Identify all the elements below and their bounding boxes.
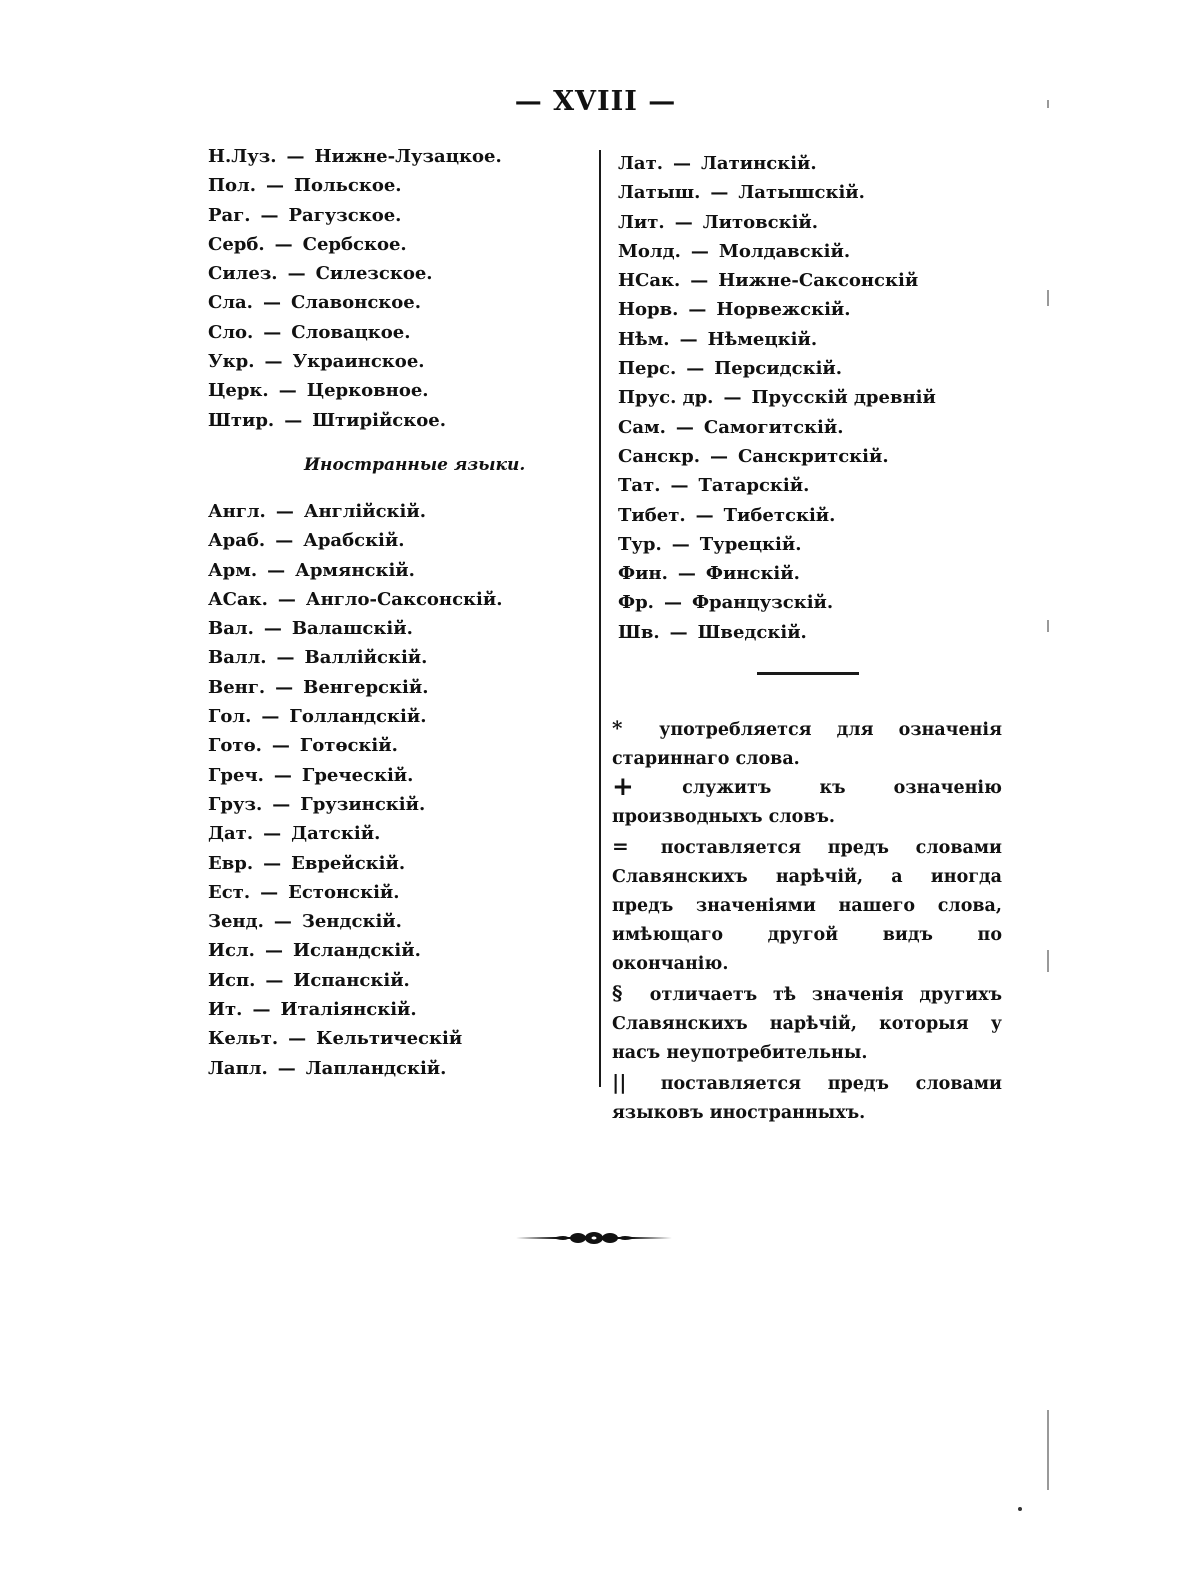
- language-name: Лапландскій.: [305, 1057, 447, 1079]
- dash: —: [686, 358, 705, 380]
- language-name: Славонское.: [290, 292, 422, 314]
- scan-speck: [1047, 1410, 1049, 1490]
- language-name: Литовскій.: [702, 211, 819, 233]
- dash: —: [262, 292, 281, 314]
- abbreviation: Арм.: [208, 559, 258, 581]
- list-item: [618, 530, 1018, 559]
- language-name: Французскій.: [691, 592, 834, 614]
- dash: —: [690, 240, 709, 262]
- abbreviation: Дат.: [208, 823, 254, 845]
- dash: —: [679, 328, 698, 350]
- section-sign-icon: §: [612, 981, 623, 1005]
- list-item: [208, 406, 568, 435]
- scan-speck: [1047, 100, 1049, 108]
- abbreviation: АСак.: [208, 588, 268, 610]
- abbreviation: Фр.: [618, 592, 654, 614]
- language-name: Еврейскій.: [291, 852, 406, 874]
- slavic-dialects-list: [208, 142, 568, 435]
- language-name: Штирійское.: [312, 409, 446, 431]
- list-item: [208, 878, 503, 907]
- list-item: [208, 907, 503, 936]
- scan-speck: [1047, 950, 1049, 972]
- double-bar-icon: ||: [612, 1070, 627, 1094]
- language-name: Самогитскій.: [703, 416, 844, 438]
- note-equals: [612, 832, 1002, 979]
- list-item: [618, 618, 1018, 647]
- language-name: Шведскій.: [697, 621, 807, 643]
- dash: —: [688, 299, 707, 321]
- abbreviation: Араб.: [208, 530, 266, 552]
- abbreviation: Зенд.: [208, 911, 264, 933]
- dash: —: [271, 735, 290, 757]
- abbreviation: НСак.: [618, 270, 681, 292]
- abbreviation: Серб.: [208, 233, 265, 255]
- dash: —: [670, 475, 689, 497]
- abbreviation: Ит.: [208, 999, 243, 1021]
- symbol-notes: [612, 714, 1002, 1128]
- dash: —: [264, 940, 283, 962]
- note-text: отличаетъ тѣ значенія другихъ Славянскихъ нарѣчій, которыя у насъ неупотребительны.: [612, 985, 1003, 1063]
- language-name: Молдавскій.: [718, 240, 851, 262]
- note-text: поставляется предъ словами языковъ иностранныхъ.: [612, 1074, 1003, 1123]
- dash: —: [274, 233, 293, 255]
- dash: —: [288, 1028, 307, 1050]
- dash: —: [671, 533, 690, 555]
- abbreviation: Перс.: [618, 358, 677, 380]
- note-plus: [612, 774, 1002, 832]
- page-number: — XVIII —: [514, 86, 677, 117]
- dash: —: [275, 501, 294, 522]
- abbreviation: Штир.: [208, 409, 275, 431]
- abbreviation: Силез.: [208, 263, 278, 285]
- dash: —: [675, 416, 694, 438]
- abbreviation: Англ.: [208, 501, 266, 522]
- note-text: употребляется для означенія стариннаго слова.: [612, 720, 1002, 769]
- dash: —: [261, 706, 280, 728]
- dash: —: [669, 621, 688, 643]
- abbreviation: Нѣм.: [618, 328, 670, 350]
- language-name: Персидскій.: [714, 358, 843, 380]
- dash: —: [273, 764, 292, 786]
- section-heading: Иностранные языки.: [304, 455, 526, 475]
- language-name: Валлійскій.: [304, 647, 428, 669]
- list-item: [208, 230, 568, 259]
- language-name: Грузинскій.: [300, 793, 426, 815]
- language-name: Польское.: [293, 175, 402, 197]
- list-item: [208, 702, 503, 731]
- scan-speck: [1047, 290, 1049, 306]
- language-name: Турецкій.: [699, 533, 802, 555]
- dash: —: [674, 211, 693, 233]
- list-item: [208, 643, 503, 672]
- abbreviation: Валл.: [208, 647, 267, 669]
- dash: —: [275, 676, 294, 698]
- note-asterisk: [612, 714, 1002, 774]
- list-item: [208, 259, 568, 288]
- list-item: [208, 288, 568, 317]
- abbreviation: Сам.: [618, 416, 666, 438]
- abbreviation: Раг.: [208, 204, 251, 226]
- list-item: [208, 171, 568, 200]
- dash: —: [695, 504, 714, 526]
- end-ornament-icon: [516, 1227, 672, 1249]
- dash: —: [723, 387, 742, 409]
- abbreviation: Лапл.: [208, 1057, 268, 1079]
- list-item: [618, 149, 1018, 178]
- list-item: [208, 318, 568, 347]
- list-item: [618, 237, 1018, 266]
- dash: —: [263, 852, 282, 874]
- list-item: [208, 936, 503, 965]
- abbreviation: Сло.: [208, 321, 254, 343]
- dash: —: [286, 146, 305, 167]
- list-item: [208, 819, 503, 848]
- scan-speck: [1047, 620, 1049, 632]
- list-item: [618, 178, 1018, 207]
- language-name: Испанскій.: [293, 969, 410, 991]
- section-divider: [757, 672, 859, 675]
- dash: —: [263, 618, 282, 640]
- list-item: [208, 995, 503, 1024]
- dash: —: [709, 445, 728, 467]
- language-name: Норвежскій.: [716, 299, 851, 321]
- language-name: Церковное.: [306, 380, 429, 402]
- abbreviation: Тат.: [618, 475, 661, 497]
- abbreviation: Лит.: [618, 211, 665, 233]
- note-text: поставляется предъ словами Славянскихъ нарѣчій, а иногда предъ значеніями нашего слова, имѣющаго другой видъ по окончанію.: [612, 838, 1003, 974]
- list-item: [618, 208, 1018, 237]
- dash: —: [276, 647, 295, 669]
- language-name: Латинскій.: [701, 153, 817, 174]
- list-item: [208, 347, 568, 376]
- language-name: Зендскій.: [301, 911, 402, 933]
- dash: —: [673, 153, 691, 174]
- language-name: Валашскій.: [291, 618, 413, 640]
- list-item: [208, 142, 568, 171]
- abbreviation: Фин.: [618, 563, 668, 585]
- language-name: Кельтическій: [316, 1028, 463, 1050]
- dash: —: [263, 321, 282, 343]
- dash: —: [265, 969, 284, 991]
- list-item: [618, 266, 1018, 295]
- list-item: [208, 614, 503, 643]
- dash: —: [273, 911, 292, 933]
- language-name: Словацкое.: [291, 321, 411, 343]
- language-name: Прусскій древній: [751, 387, 936, 409]
- abbreviation: Латыш.: [618, 182, 701, 204]
- language-name: Латышскій.: [738, 182, 865, 204]
- plus-icon: +: [612, 772, 634, 802]
- asterisk-icon: *: [612, 716, 623, 740]
- abbreviation: Санскр.: [618, 445, 700, 467]
- list-item: [208, 761, 503, 790]
- language-name: Тибетскій.: [723, 504, 836, 526]
- abbreviation: Греч.: [208, 764, 264, 786]
- note-section: [612, 979, 1002, 1068]
- list-item: [208, 731, 503, 760]
- dash: —: [272, 793, 291, 815]
- language-name: Нѣмецкій.: [707, 328, 818, 350]
- abbreviation: Шв.: [618, 621, 660, 643]
- list-item: [618, 471, 1018, 500]
- abbreviation: Сла.: [208, 292, 253, 314]
- dash: —: [260, 204, 279, 226]
- dash: —: [263, 823, 282, 845]
- dash: —: [265, 175, 284, 197]
- language-name: Рагузское.: [288, 204, 402, 226]
- abbreviation: Прус. др.: [618, 387, 714, 409]
- note-double-bar: [612, 1068, 1002, 1128]
- list-item: [618, 383, 1018, 412]
- language-name: Армянскій.: [295, 559, 415, 581]
- abbreviation: Молд.: [618, 240, 681, 262]
- language-name: Украинское.: [292, 351, 425, 373]
- dash: —: [690, 270, 709, 292]
- abbreviation: Готө.: [208, 735, 262, 757]
- list-item: [208, 376, 568, 405]
- abbreviation: Венг.: [208, 676, 266, 698]
- list-item: [618, 354, 1018, 383]
- dash: —: [710, 182, 729, 204]
- abbreviation: Гол.: [208, 706, 252, 728]
- list-item: [618, 325, 1018, 354]
- abbreviation: Н.Луз.: [208, 146, 277, 167]
- language-name: Сербское.: [302, 233, 407, 255]
- abbreviation: Вал.: [208, 618, 254, 640]
- dash: —: [677, 563, 696, 585]
- dash: —: [277, 1057, 296, 1079]
- list-item: [618, 559, 1018, 588]
- dash: —: [277, 588, 296, 610]
- abbreviation: Исл.: [208, 940, 255, 962]
- dash: —: [252, 999, 271, 1021]
- language-name: Финскій.: [705, 563, 800, 585]
- abbreviation: Евр.: [208, 852, 254, 874]
- list-item: [618, 442, 1018, 471]
- abbreviation: Тибет.: [618, 504, 686, 526]
- language-name: Санскритскій.: [737, 445, 889, 467]
- list-item: [208, 201, 568, 230]
- dash: —: [663, 592, 682, 614]
- list-item: [618, 501, 1018, 530]
- language-name: Нижне-Лузацкое.: [314, 146, 502, 167]
- language-name: Венгерскій.: [303, 676, 429, 698]
- list-item: [618, 413, 1018, 442]
- list-item: [208, 849, 503, 878]
- foreign-languages-list-left: [208, 497, 503, 1083]
- abbreviation: Норв.: [618, 299, 679, 321]
- abbreviation: Укр.: [208, 351, 255, 373]
- scan-speck: [1018, 1507, 1022, 1511]
- language-name: Датскій.: [291, 823, 381, 845]
- list-item: [208, 585, 503, 614]
- equals-icon: =: [612, 834, 629, 858]
- list-item: [208, 966, 503, 995]
- abbreviation: Тур.: [618, 533, 662, 555]
- list-item: [208, 1024, 503, 1053]
- language-name: Арабскій.: [303, 530, 405, 552]
- dash: —: [287, 263, 306, 285]
- foreign-languages-list-right: [618, 149, 1018, 647]
- list-item: [618, 588, 1018, 617]
- language-name: Англійскій.: [303, 501, 426, 522]
- language-name: Италіянскій.: [280, 999, 417, 1021]
- column-divider: [599, 150, 601, 1087]
- abbreviation: Исп.: [208, 969, 256, 991]
- dash: —: [267, 559, 286, 581]
- abbreviation: Лат.: [618, 153, 663, 174]
- abbreviation: Груз.: [208, 793, 263, 815]
- language-name: Исландскій.: [292, 940, 421, 962]
- abbreviation: Ест.: [208, 881, 251, 903]
- list-item: [208, 497, 503, 526]
- dash: —: [284, 409, 303, 431]
- dash: —: [275, 530, 294, 552]
- language-name: Голландскій.: [289, 706, 427, 728]
- abbreviation: Кельт.: [208, 1028, 279, 1050]
- dash: —: [278, 380, 297, 402]
- language-name: Естонскій.: [288, 881, 400, 903]
- language-name: Готөскій.: [299, 735, 398, 757]
- note-text: служитъ къ означенію производныхъ словъ.: [612, 778, 1003, 827]
- dash: —: [264, 351, 283, 373]
- language-name: Татарскій.: [698, 475, 810, 497]
- language-name: Англо-Саксонскій.: [305, 588, 503, 610]
- list-item: [208, 1054, 503, 1083]
- list-item: [208, 673, 503, 702]
- list-item: [208, 526, 503, 555]
- abbreviation: Церк.: [208, 380, 269, 402]
- language-name: Нижне-Саксонскій: [718, 270, 919, 292]
- language-name: Силезское.: [315, 263, 433, 285]
- language-name: Греческій.: [301, 764, 414, 786]
- list-item: [618, 295, 1018, 324]
- list-item: [208, 556, 503, 585]
- list-item: [208, 790, 503, 819]
- abbreviation: Пол.: [208, 175, 256, 197]
- dash: —: [260, 881, 279, 903]
